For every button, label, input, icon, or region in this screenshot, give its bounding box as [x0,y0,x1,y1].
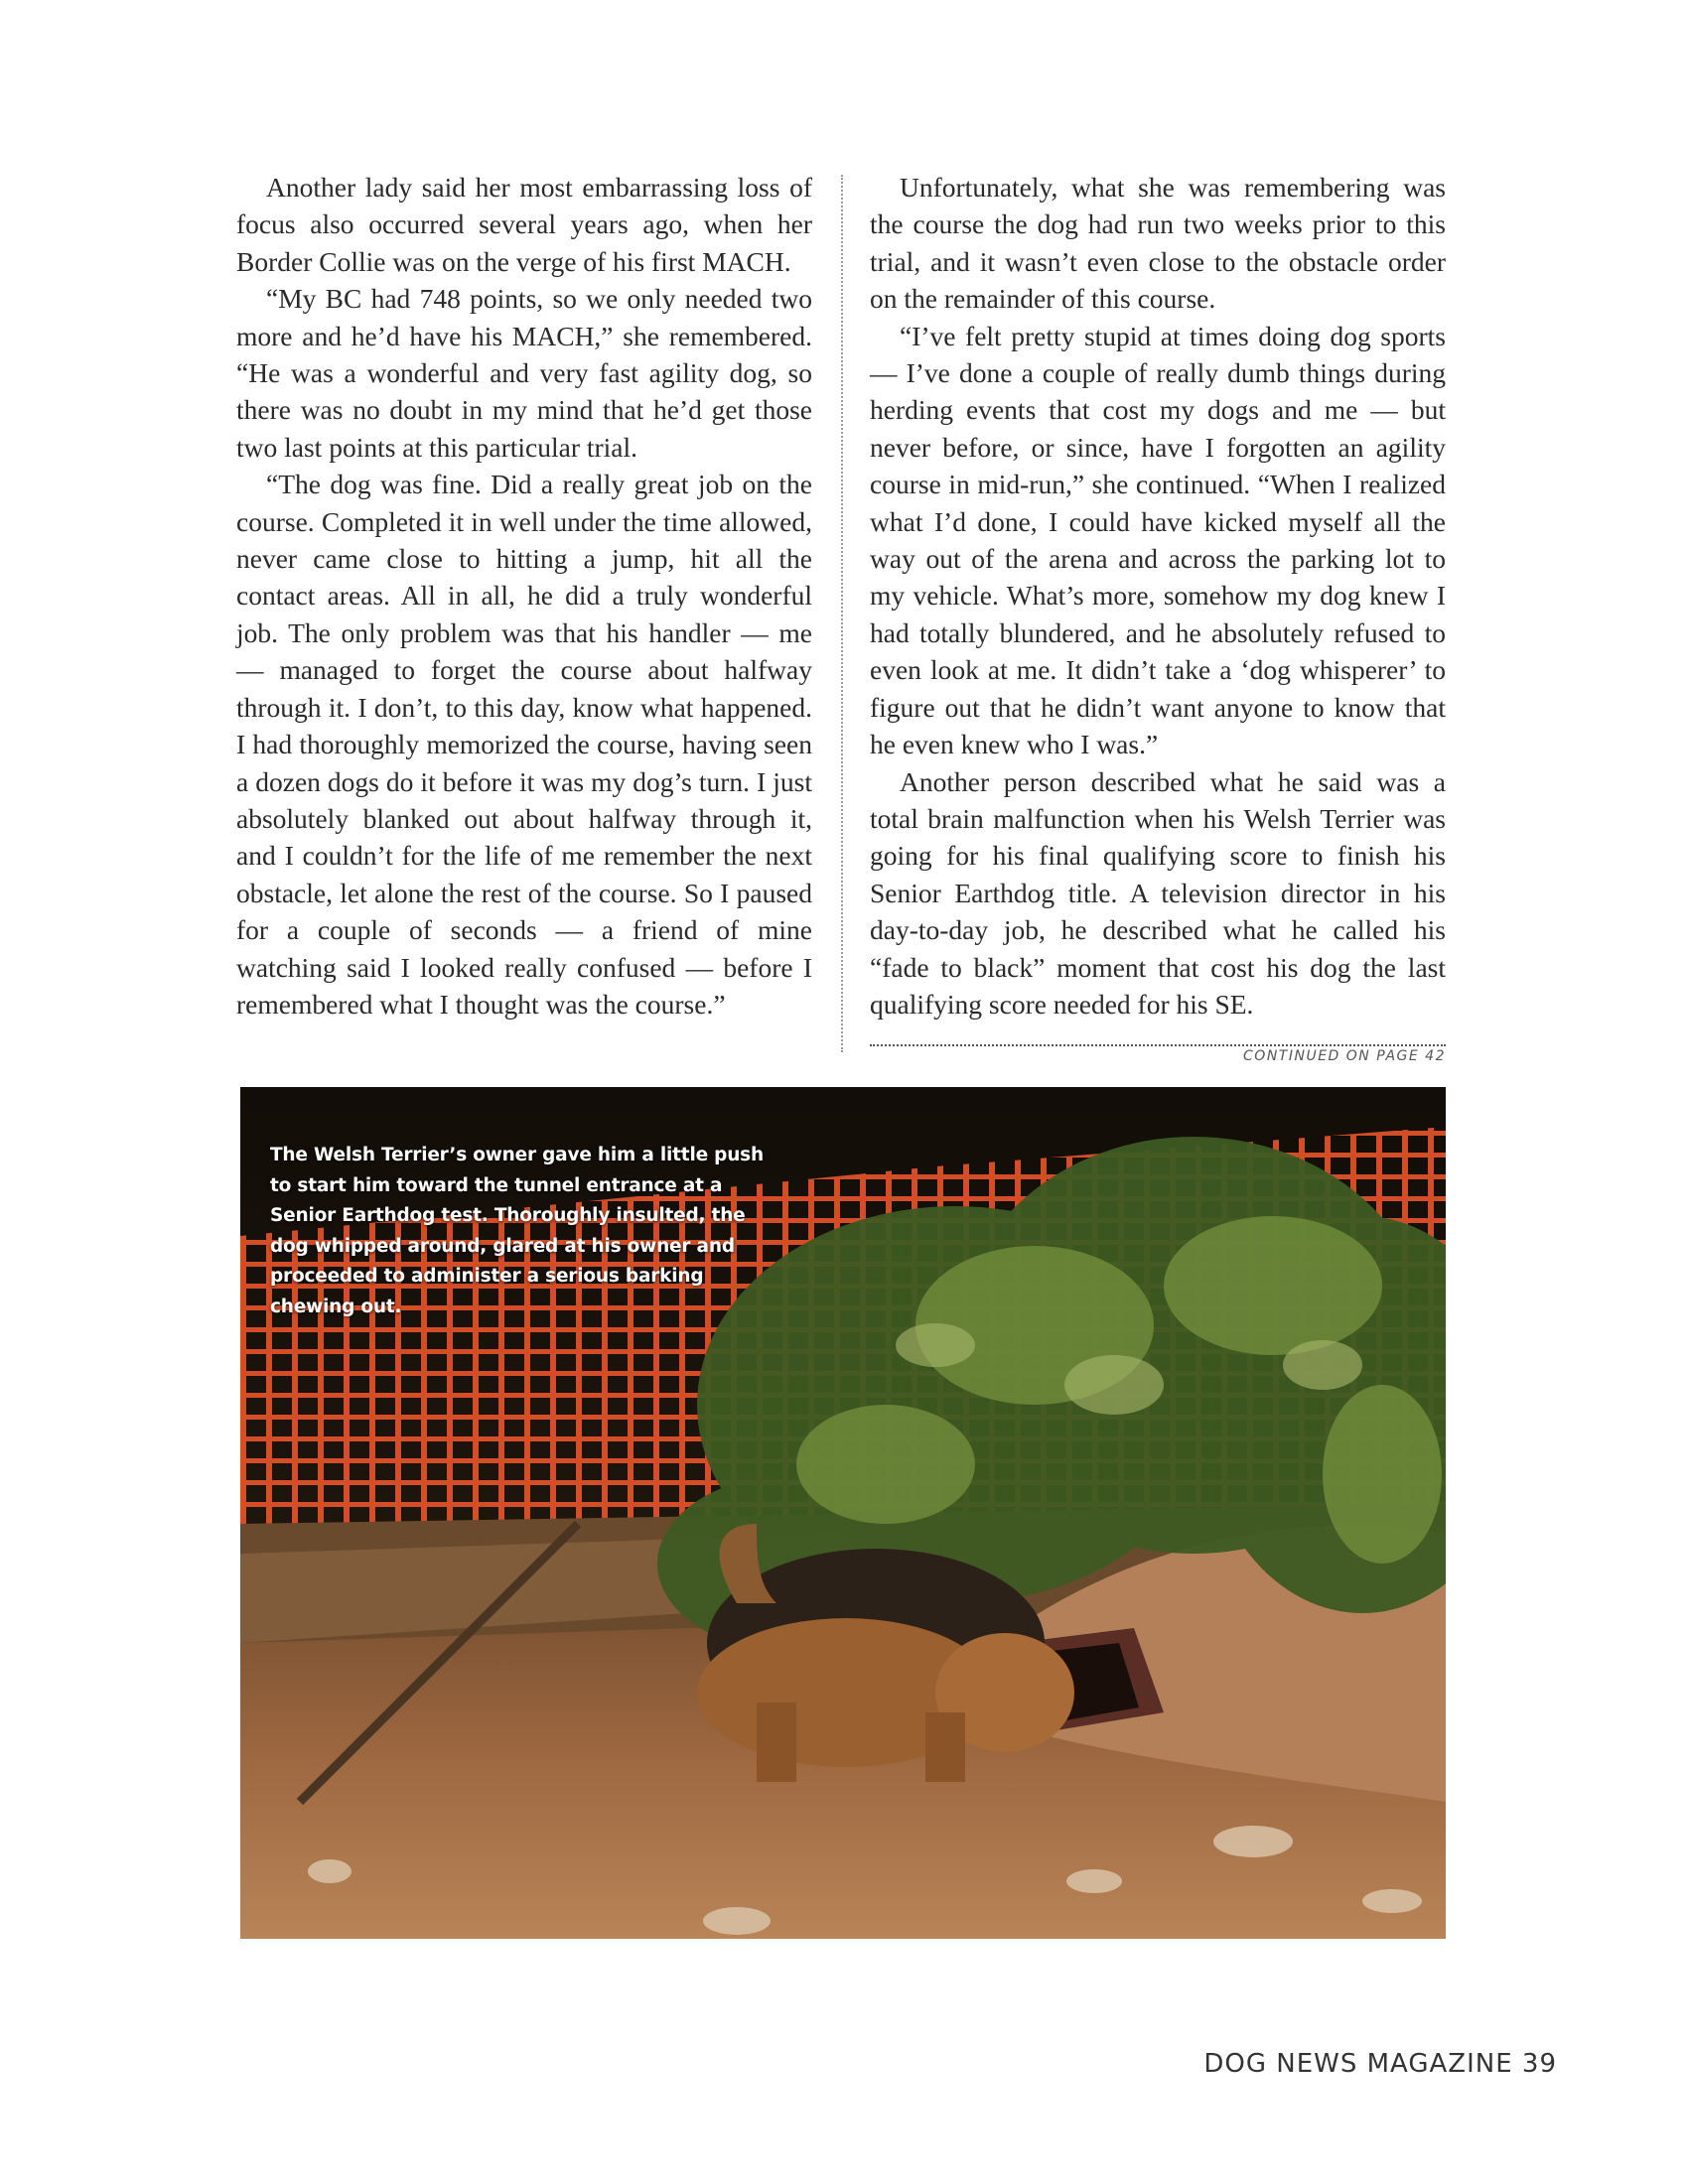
article-left-column [236,169,812,1023]
column-divider [841,175,843,1052]
paragraph: “The dog was fine. Did a really great job on the course. Completed it in well under the time allowed, never came close to hitting a jump, hit all the contact areas. All in all, he did a truly wonderful job. The only problem was that his handler — me — managed to forget the course about halfway through it. I don’t, to this day, know what happened. I had thoroughly memorized the course, having seen a dozen dogs do it before it was my dog’s turn. I just absolutely blanked out about halfway through it, and I couldn’t for the life of me remember the next obstacle, let alone the rest of the course. So I paused for a couple of seconds — a friend of mine watching said I looked really confused — before I remembered what I thought was the course.” [236,469,812,1020]
paragraph: “I’ve felt pretty stupid at times doing dog sports — I’ve done a couple of really dumb things during herding events that cost my dogs and me — but never before, or since, have I forgotten an agility course in mid-run,” she continued. “When I realized what I’d done, I could have kicked myself all the way out of the arena and across the parking lot to my vehicle. What’s more, somehow my dog knew I had totally blundered, and he absolutely refused to even look at me. It didn’t take a ‘dog whisperer’ to figure out that he didn’t want anyone to know that he even knew who I was.” [870,320,1446,760]
paragraph: “My BC had 748 points, so we only needed two more and he’d have his MACH,” she remembered. “He was a wonderful and very fast agility dog, so there was no doubt in my mind that he’d get those two last points at this particular trial. [236,283,812,463]
continued-rule [870,1044,1446,1046]
paragraph: Another person described what he said was a total brain malfunction when his Welsh Terrier was going for his final qualifying score to finish his Senior Earthdog title. A television director in his day-to-day job, he described what he called his “fade to black” moment that cost his dog the last qualifying score needed for his SE. [870,765,1446,1020]
page-footer: DOG NEWS MAGAZINE 39 [1203,2049,1557,2079]
photo-caption: The Welsh Terrier’s owner gave him a little push to start him toward the tunnel entrance at a Senior Earthdog test. Thoroughly insulted, the dog whipped around, glared at his owner and proceeded to administer a serious barking chewing out. [270,1145,764,1317]
paragraph: Another lady said her most embarrassing loss of focus also occurred several years ago, when her Border Collie was on the verge of his first MACH. [236,172,812,277]
paragraph: Unfortunately, what she was remembering was the course the dog had run two weeks prior to this trial, and it wasn’t even close to the obstacle order on the remainder of this course. [870,172,1446,315]
terrier-photo [240,1087,1446,1939]
continued-label: CONTINUED ON PAGE 42 [1243,1048,1446,1064]
article-right-column [870,169,1446,1023]
